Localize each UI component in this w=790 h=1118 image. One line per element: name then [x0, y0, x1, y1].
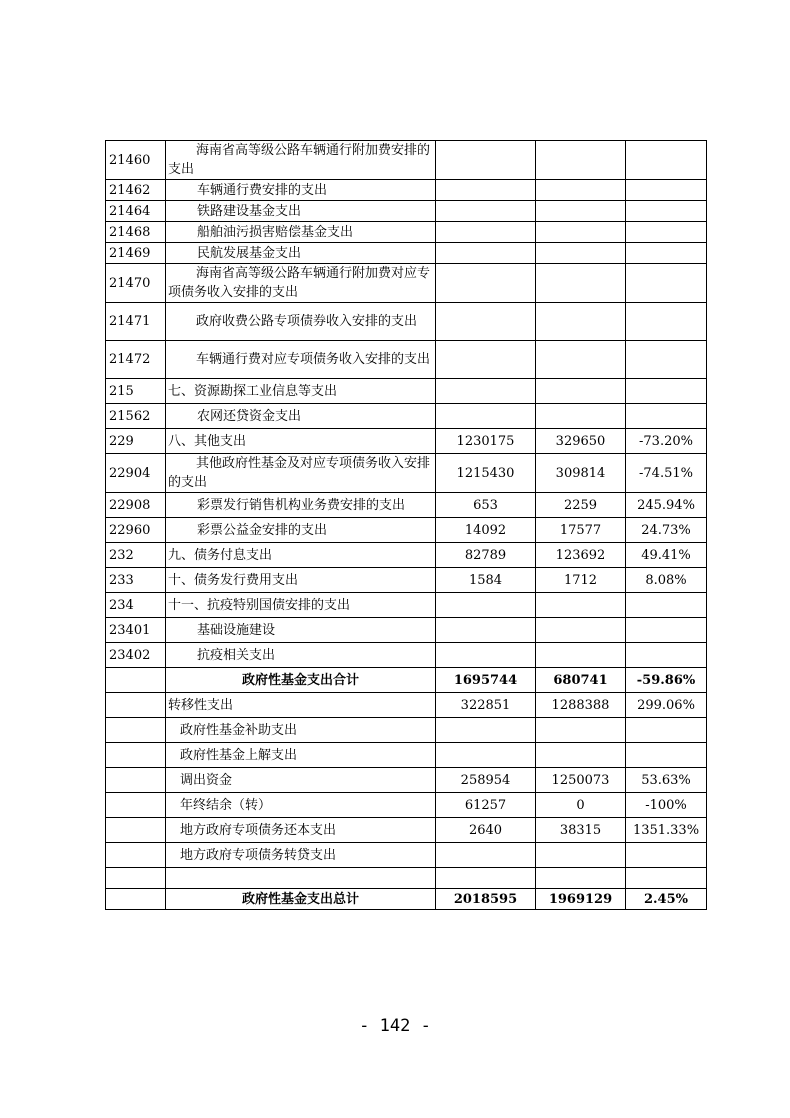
- table-row: [106, 718, 707, 743]
- growth-rate-cell: [626, 843, 707, 868]
- subject-code-cell: [106, 718, 166, 743]
- prior-year-value-cell: 258954: [436, 768, 536, 793]
- growth-rate-cell: -73.20%: [626, 429, 707, 454]
- growth-rate-cell: [626, 743, 707, 768]
- current-year-value-cell: 38315: [536, 818, 626, 843]
- subject-name-cell: 十、债务发行费用支出: [166, 568, 436, 593]
- subject-code-cell: [106, 768, 166, 793]
- prior-year-value-cell: [436, 141, 536, 180]
- current-year-value-cell: [536, 303, 626, 341]
- subject-name-cell: 抗疫相关支出: [166, 643, 436, 668]
- subject-name-cell: 海南省高等级公路车辆通行附加费安排的支出: [166, 141, 436, 180]
- growth-rate-cell: [626, 180, 707, 201]
- growth-rate-cell: [626, 341, 707, 379]
- subject-name-cell: 地方政府专项债务转贷支出: [166, 843, 436, 868]
- table-row: [106, 518, 707, 543]
- growth-rate-cell: [626, 379, 707, 404]
- growth-rate-cell: [626, 222, 707, 243]
- table-row: [106, 768, 707, 793]
- subject-code-cell: 21562: [106, 404, 166, 429]
- prior-year-value-cell: 2640: [436, 818, 536, 843]
- current-year-value-cell: [536, 243, 626, 264]
- subject-code-cell: 233: [106, 568, 166, 593]
- subject-code-cell: [106, 793, 166, 818]
- subject-name-cell: [166, 868, 436, 889]
- subject-code-cell: 22960: [106, 518, 166, 543]
- subject-name-cell: 基础设施建设: [166, 618, 436, 643]
- growth-rate-cell: [626, 643, 707, 668]
- table-row: [106, 889, 707, 910]
- current-year-value-cell: [536, 222, 626, 243]
- subject-name-cell: 海南省高等级公路车辆通行附加费对应专项债务收入安排的支出: [166, 264, 436, 303]
- prior-year-value-cell: [436, 743, 536, 768]
- table-row: [106, 543, 707, 568]
- current-year-value-cell: [536, 593, 626, 618]
- growth-rate-cell: [626, 593, 707, 618]
- growth-rate-cell: 245.94%: [626, 493, 707, 518]
- prior-year-value-cell: 61257: [436, 793, 536, 818]
- prior-year-value-cell: [436, 341, 536, 379]
- subject-name-cell: 铁路建设基金支出: [166, 201, 436, 222]
- subject-name-cell: 农网还贷资金支出: [166, 404, 436, 429]
- current-year-value-cell: [536, 201, 626, 222]
- subject-code-cell: 21460: [106, 141, 166, 180]
- table-row: [106, 493, 707, 518]
- subject-code-cell: 21469: [106, 243, 166, 264]
- subject-name-cell: 转移性支出: [166, 693, 436, 718]
- growth-rate-cell: -74.51%: [626, 454, 707, 493]
- prior-year-value-cell: [436, 303, 536, 341]
- table-row: [106, 793, 707, 818]
- subject-code-cell: [106, 743, 166, 768]
- subject-code-cell: 229: [106, 429, 166, 454]
- subject-name-cell: 车辆通行费安排的支出: [166, 180, 436, 201]
- subject-code-cell: 21468: [106, 222, 166, 243]
- prior-year-value-cell: 14092: [436, 518, 536, 543]
- current-year-value-cell: [536, 379, 626, 404]
- table-row: [106, 243, 707, 264]
- growth-rate-cell: 2.45%: [626, 889, 707, 910]
- prior-year-value-cell: [436, 718, 536, 743]
- prior-year-value-cell: [436, 643, 536, 668]
- table-row: [106, 568, 707, 593]
- table-row: [106, 868, 707, 889]
- current-year-value-cell: [536, 180, 626, 201]
- subject-name-cell: 其他政府性基金及对应专项债务收入安排的支出: [166, 454, 436, 493]
- prior-year-value-cell: [436, 222, 536, 243]
- subject-code-cell: [106, 889, 166, 910]
- subject-code-cell: [106, 818, 166, 843]
- subject-name-cell: 七、资源勘探工业信息等支出: [166, 379, 436, 404]
- growth-rate-cell: 1351.33%: [626, 818, 707, 843]
- current-year-value-cell: [536, 618, 626, 643]
- expenditure-table: [105, 140, 707, 910]
- current-year-value-cell: 1712: [536, 568, 626, 593]
- subject-code-cell: 21471: [106, 303, 166, 341]
- prior-year-value-cell: 2018595: [436, 889, 536, 910]
- table-row: [106, 593, 707, 618]
- table-row: [106, 264, 707, 303]
- current-year-value-cell: [536, 141, 626, 180]
- table-row: [106, 222, 707, 243]
- table-row: [106, 379, 707, 404]
- subject-code-cell: [106, 843, 166, 868]
- table-row: [106, 668, 707, 693]
- current-year-value-cell: 0: [536, 793, 626, 818]
- growth-rate-cell: 8.08%: [626, 568, 707, 593]
- table-row: [106, 643, 707, 668]
- subject-name-cell: 车辆通行费对应专项债务收入安排的支出: [166, 341, 436, 379]
- subject-code-cell: 22904: [106, 454, 166, 493]
- table-row: [106, 618, 707, 643]
- subject-code-cell: 21470: [106, 264, 166, 303]
- current-year-value-cell: 1969129: [536, 889, 626, 910]
- prior-year-value-cell: [436, 243, 536, 264]
- growth-rate-cell: -100%: [626, 793, 707, 818]
- subject-code-cell: 234: [106, 593, 166, 618]
- growth-rate-cell: [626, 404, 707, 429]
- table-row: [106, 743, 707, 768]
- subject-name-cell: 政府性基金补助支出: [166, 718, 436, 743]
- current-year-value-cell: 2259: [536, 493, 626, 518]
- growth-rate-cell: [626, 243, 707, 264]
- table-row: [106, 843, 707, 868]
- subject-code-cell: 21472: [106, 341, 166, 379]
- table-row: [106, 454, 707, 493]
- prior-year-value-cell: [436, 201, 536, 222]
- current-year-value-cell: [536, 718, 626, 743]
- subject-name-cell: 船舶油污损害赔偿基金支出: [166, 222, 436, 243]
- growth-rate-cell: 53.63%: [626, 768, 707, 793]
- subject-name-cell: 民航发展基金支出: [166, 243, 436, 264]
- subject-name-cell: 彩票公益金安排的支出: [166, 518, 436, 543]
- current-year-value-cell: 17577: [536, 518, 626, 543]
- prior-year-value-cell: [436, 404, 536, 429]
- subject-name-cell: 政府性基金支出总计: [166, 889, 436, 910]
- table-row: [106, 341, 707, 379]
- current-year-value-cell: [536, 643, 626, 668]
- table-row: [106, 180, 707, 201]
- growth-rate-cell: [626, 264, 707, 303]
- subject-name-cell: 彩票发行销售机构业务费安排的支出: [166, 493, 436, 518]
- growth-rate-cell: [626, 718, 707, 743]
- subject-code-cell: [106, 868, 166, 889]
- subject-code-cell: 21464: [106, 201, 166, 222]
- subject-name-cell: 九、债务付息支出: [166, 543, 436, 568]
- growth-rate-cell: 299.06%: [626, 693, 707, 718]
- growth-rate-cell: [626, 201, 707, 222]
- prior-year-value-cell: 322851: [436, 693, 536, 718]
- subject-code-cell: 215: [106, 379, 166, 404]
- table-row: [106, 201, 707, 222]
- page-number: - 142 -: [359, 1016, 431, 1036]
- table-row: [106, 818, 707, 843]
- prior-year-value-cell: [436, 618, 536, 643]
- subject-code-cell: 21462: [106, 180, 166, 201]
- current-year-value-cell: [536, 868, 626, 889]
- subject-name-cell: 政府收费公路专项债券收入安排的支出: [166, 303, 436, 341]
- prior-year-value-cell: 1584: [436, 568, 536, 593]
- prior-year-value-cell: 653: [436, 493, 536, 518]
- prior-year-value-cell: [436, 868, 536, 889]
- subject-name-cell: 十一、抗疫特别国债安排的支出: [166, 593, 436, 618]
- subject-name-cell: 调出资金: [166, 768, 436, 793]
- subject-code-cell: 23401: [106, 618, 166, 643]
- current-year-value-cell: [536, 341, 626, 379]
- subject-name-cell: 年终结余（转）: [166, 793, 436, 818]
- current-year-value-cell: 1250073: [536, 768, 626, 793]
- table-row: [106, 429, 707, 454]
- current-year-value-cell: 123692: [536, 543, 626, 568]
- table-row: [106, 303, 707, 341]
- subject-code-cell: 22908: [106, 493, 166, 518]
- prior-year-value-cell: 1695744: [436, 668, 536, 693]
- prior-year-value-cell: [436, 180, 536, 201]
- current-year-value-cell: [536, 404, 626, 429]
- table-row: [106, 141, 707, 180]
- current-year-value-cell: 329650: [536, 429, 626, 454]
- growth-rate-cell: [626, 868, 707, 889]
- subject-code-cell: 232: [106, 543, 166, 568]
- growth-rate-cell: [626, 303, 707, 341]
- subject-name-cell: 地方政府专项债务还本支出: [166, 818, 436, 843]
- prior-year-value-cell: 1215430: [436, 454, 536, 493]
- prior-year-value-cell: [436, 379, 536, 404]
- growth-rate-cell: 49.41%: [626, 543, 707, 568]
- growth-rate-cell: -59.86%: [626, 668, 707, 693]
- prior-year-value-cell: [436, 593, 536, 618]
- current-year-value-cell: [536, 264, 626, 303]
- table-row: [106, 404, 707, 429]
- growth-rate-cell: [626, 141, 707, 180]
- subject-name-cell: 政府性基金支出合计: [166, 668, 436, 693]
- current-year-value-cell: [536, 743, 626, 768]
- subject-code-cell: [106, 693, 166, 718]
- subject-name-cell: 政府性基金上解支出: [166, 743, 436, 768]
- growth-rate-cell: 24.73%: [626, 518, 707, 543]
- current-year-value-cell: 309814: [536, 454, 626, 493]
- current-year-value-cell: [536, 843, 626, 868]
- subject-code-cell: 23402: [106, 643, 166, 668]
- current-year-value-cell: 1288388: [536, 693, 626, 718]
- growth-rate-cell: [626, 618, 707, 643]
- prior-year-value-cell: 82789: [436, 543, 536, 568]
- prior-year-value-cell: 1230175: [436, 429, 536, 454]
- table-body: [106, 141, 707, 910]
- table-row: [106, 693, 707, 718]
- subject-name-cell: 八、其他支出: [166, 429, 436, 454]
- prior-year-value-cell: [436, 264, 536, 303]
- prior-year-value-cell: [436, 843, 536, 868]
- current-year-value-cell: 680741: [536, 668, 626, 693]
- subject-code-cell: [106, 668, 166, 693]
